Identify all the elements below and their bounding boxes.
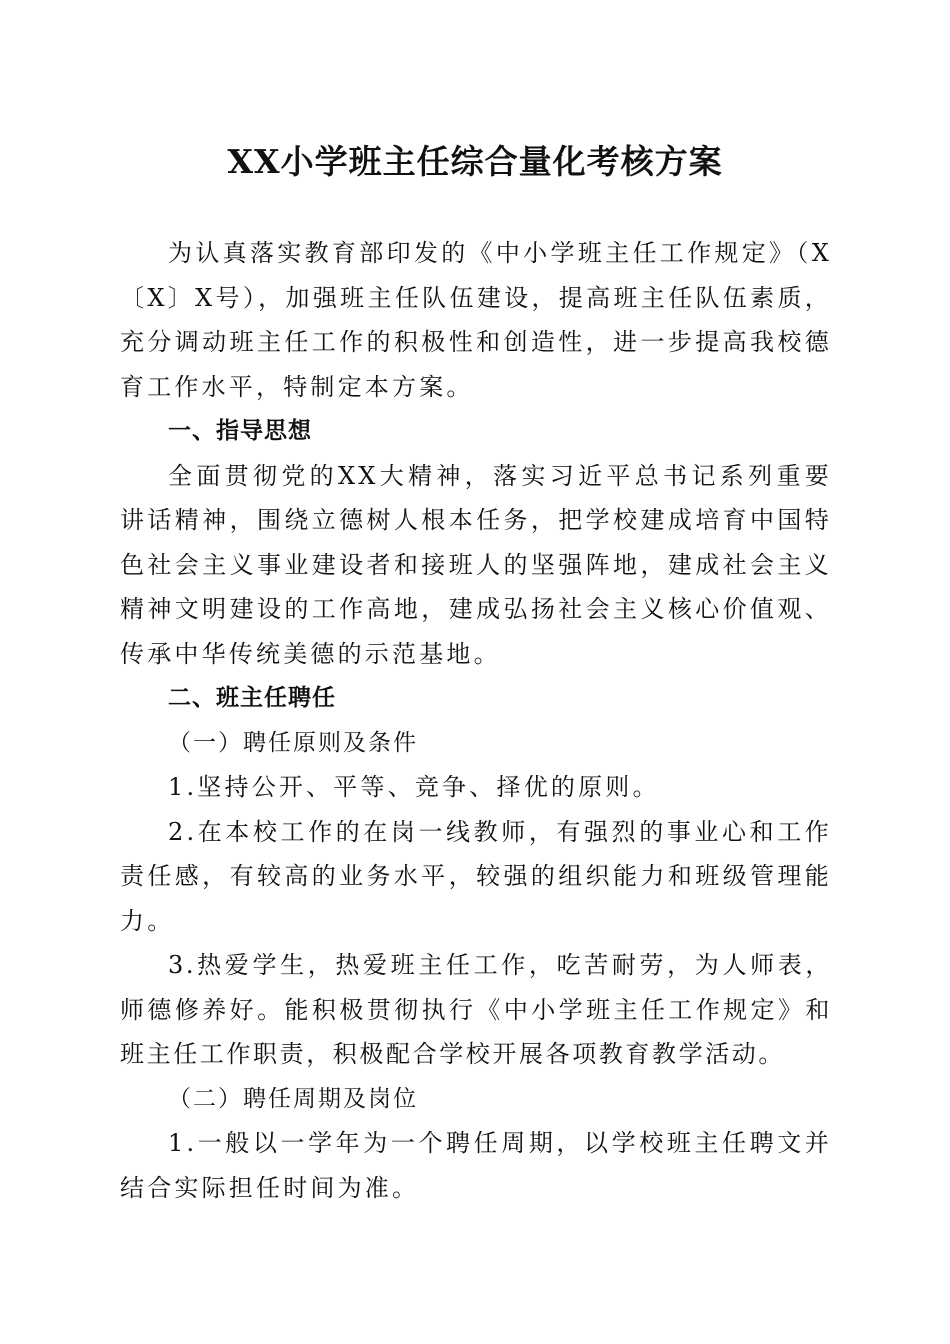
guiding-ideology-paragraph: 全面贯彻党的XX大精神，落实习近平总书记系列重要讲话精神，围绕立德树人根本任务，把学校建成培育中国特色社会主义事业建设者和接班人的坚强阵地，建成社会主义精神文明建设的工作高地，建成弘扬社会主义核心价值观、传承中华传统美德的示范基地。: [120, 461, 832, 668]
document-body: [120, 231, 832, 1210]
principle-item: 3.热爱学生，热爱班主任工作，吃苦耐劳，为人师表，师德修养好。能积极贯彻执行《中小学班主任工作规定》和班主任工作职责，积极配合学校开展各项教育教学活动。: [120, 951, 832, 1068]
section-heading-guiding-ideology: 一、指导思想: [168, 418, 312, 444]
principle-item: 2.在本校工作的在岗一线教师，有强烈的事业心和工作责任感，有较高的业务水平，较强的组织能力和班级管理能力。: [120, 817, 832, 935]
subsection-heading-period: （二）聘任周期及岗位: [168, 1085, 418, 1112]
principle-item: 1.坚持公开、平等、竞争、择优的原则。: [168, 773, 660, 801]
section-heading-appointment: 二、班主任聘任: [168, 685, 336, 711]
intro-paragraph: 为认真落实教育部印发的《中小学班主任工作规定》（X〔X〕X号），加强班主任队伍建设，提高班主任队伍素质，充分调动班主任工作的积极性和创造性，进一步提高我校德育工作水平，特制定本方案。: [120, 239, 832, 401]
period-item: 1.一般以一学年为一个聘任周期，以学校班主任聘文并结合实际担任时间为准。: [120, 1129, 832, 1202]
subsection-heading-principles: （一）聘任原则及条件: [168, 729, 418, 756]
document-title: XX小学班主任综合量化考核方案: [227, 142, 723, 181]
